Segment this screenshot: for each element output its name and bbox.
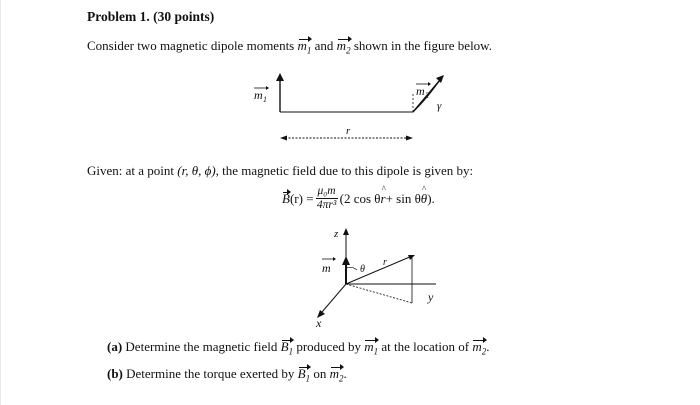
intro-prefix: Consider two magnetic dipole moments [87,38,295,53]
intro-and: and [314,38,334,53]
m2-sub: 2 [425,91,429,100]
z-axis-head [343,228,349,235]
r-vector [346,256,412,284]
figure1-dipoles [254,73,444,141]
intro-m2: $m_2$ [336,38,351,56]
m2-arrow-head [436,75,444,83]
x-axis [322,284,346,312]
question-a: (a) Determine the magnetic field $B_1$ produced by $m_1$ at the location of $m_2$. [107,339,490,357]
theta-arc [346,267,357,270]
theta-label: θ [360,264,365,275]
dipole-arrow-head [342,256,350,265]
figure2-coordinates [315,228,436,330]
m1-label: m [254,88,263,102]
formula-B: B [282,190,290,206]
m1-arrow-head [276,73,284,81]
projection-diagonal [346,284,412,303]
z-label: z [334,228,339,240]
formula-lhs-arg: (r) = [289,190,314,206]
distance-arrow-right [406,136,413,141]
formula-r-hat: ^ r [381,191,386,207]
m2-label: m [416,84,425,98]
gamma-label: γ [437,100,442,112]
given-statement: Given: at a point (r, θ, ϕ), the magnetic field due to this dipole is given by: [87,163,474,178]
intro-m1: $m_1$ [297,38,312,56]
question-b: (b) Determine the torque exerted by $B_1$ on $m_2$. [107,366,347,384]
given-point: (r, θ, ϕ) [177,163,216,178]
x-label: x [316,316,322,330]
m-label: m [322,261,331,275]
formula-fraction: $\frac{\text{μ₀m}}{\text{4πr³}}$ [316,185,337,211]
distance-label: r [346,125,351,137]
r-vector-head [408,255,415,260]
formula-theta-hat: ^ θ [421,191,427,207]
problem-title: Problem 1. (30 points) [87,9,215,24]
r-label: r [383,257,387,268]
dipole-field-formula: B (r) = $\frac{\text{μ₀m}}{\text{4πr³}}$ (2 cos θ ^ r + sin θ ^ θ ). [282,185,435,212]
intro-suffix: shown in the figure below. [353,38,492,53]
y-label: y [428,290,434,304]
distance-arrow-left [280,136,287,141]
m1-sub: 1 [263,95,267,104]
